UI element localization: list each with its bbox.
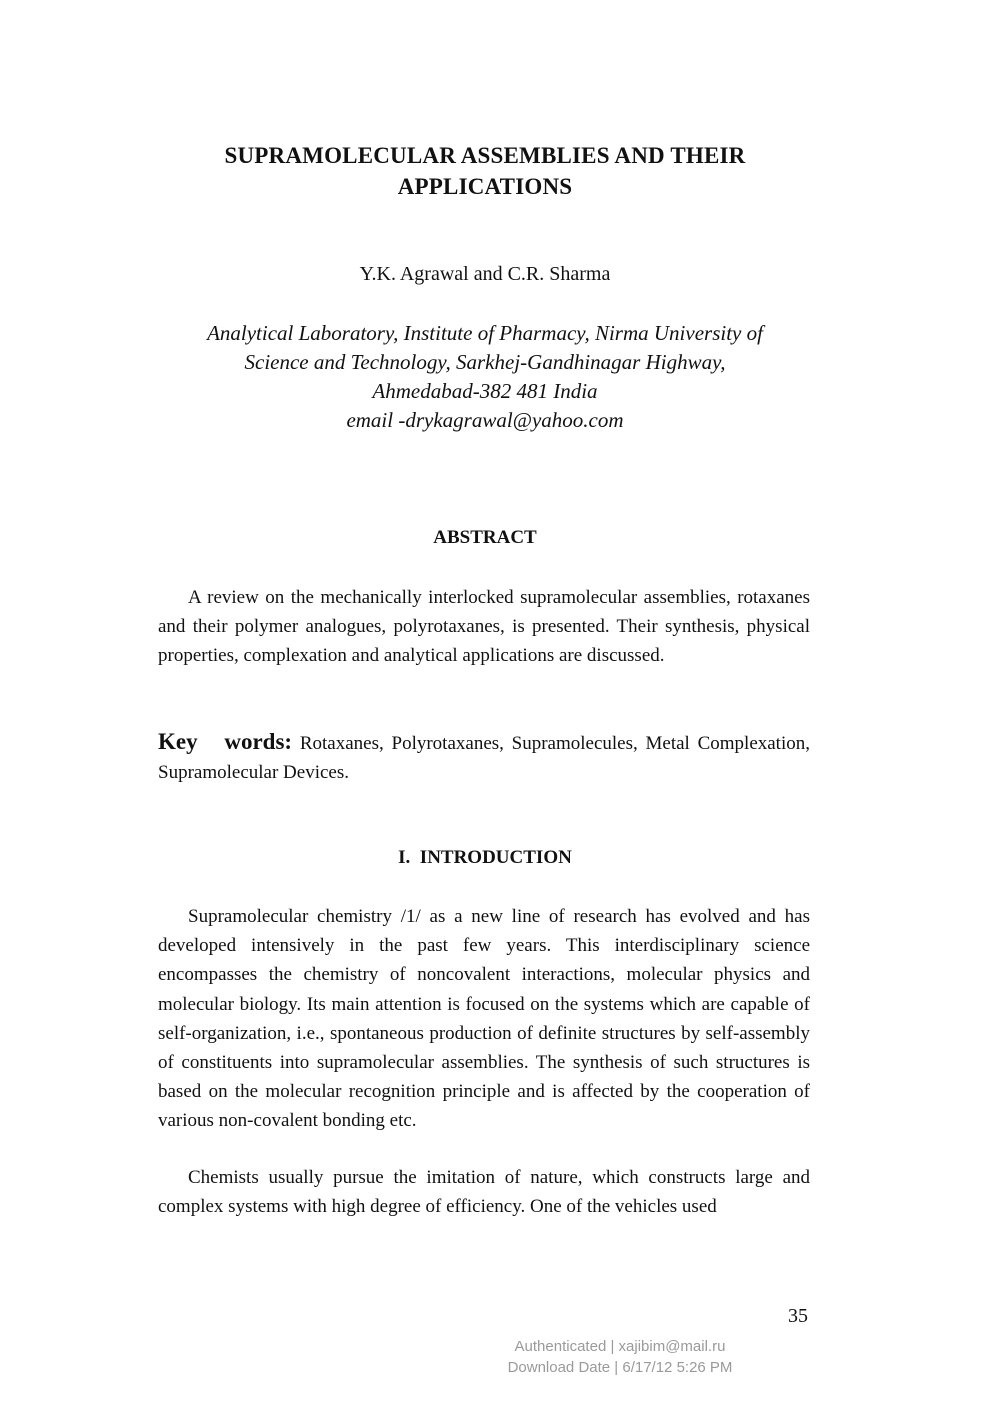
title-line-2: APPLICATIONS	[397, 174, 573, 199]
introduction-heading: I. INTRODUCTION	[398, 847, 572, 868]
paper-title	[150, 140, 820, 202]
affiliation-line-3: Ahmedabad-382 481 India	[372, 379, 598, 403]
introduction-paragraph-2: Chemists usually pursue the imitation of nature, which constructs large and complex systems with high degree of efficiency. One of the vehicles used	[158, 1167, 810, 1218]
title-line-1: SUPRAMOLECULAR ASSEMBLIES AND THEIR	[224, 143, 746, 168]
affiliation-line-1: Analytical Laboratory, Institute of Pharmacy, Nirma University of	[207, 321, 763, 345]
abstract-heading: ABSTRACT	[433, 527, 537, 548]
author-list: Y.K. Agrawal and C.R. Sharma	[359, 263, 611, 285]
affiliation	[150, 319, 820, 435]
affiliation-line-2: Science and Technology, Sarkhej-Gandhinagar Highway,	[244, 350, 726, 374]
keywords-text: Rotaxanes, Polyrotaxanes, Supramolecules, Metal Complexation, Supramolecular Devices.	[158, 733, 810, 784]
introduction-paragraph-1: Supramolecular chemistry /1/ as a new line of research has evolved and has developed intensively in the past few years. This interdisciplinary science encompasses the chemistry of noncovalent interactions, molecular physics and molecular biology. Its main attention is focused on the systems which are capable of self-organization, i.e., spontaneous production of definite structures by self-assembly of constituents into supramolecular assemblies. The synthesis of such structures is based on the molecular recognition principle and is affected by the cooperation of various non-covalent bonding etc.	[158, 906, 810, 1132]
keywords	[158, 727, 810, 787]
page-number: 35	[788, 1305, 808, 1327]
download-watermark	[470, 1336, 770, 1378]
watermark-line-2: Download Date | 6/17/12 5:26 PM	[507, 1359, 733, 1376]
author-email: email -drykagrawal@yahoo.com	[346, 408, 624, 432]
keywords-label: Key words:	[158, 729, 293, 754]
abstract-text: A review on the mechanically interlocked supramolecular assemblies, rotaxanes and their polymer analogues, polyrotaxanes, is presented. Their synthesis, physical properties, complexation and analytical applications are discussed.	[158, 587, 810, 667]
watermark-line-1: Authenticated | xajibim@mail.ru	[514, 1338, 726, 1355]
